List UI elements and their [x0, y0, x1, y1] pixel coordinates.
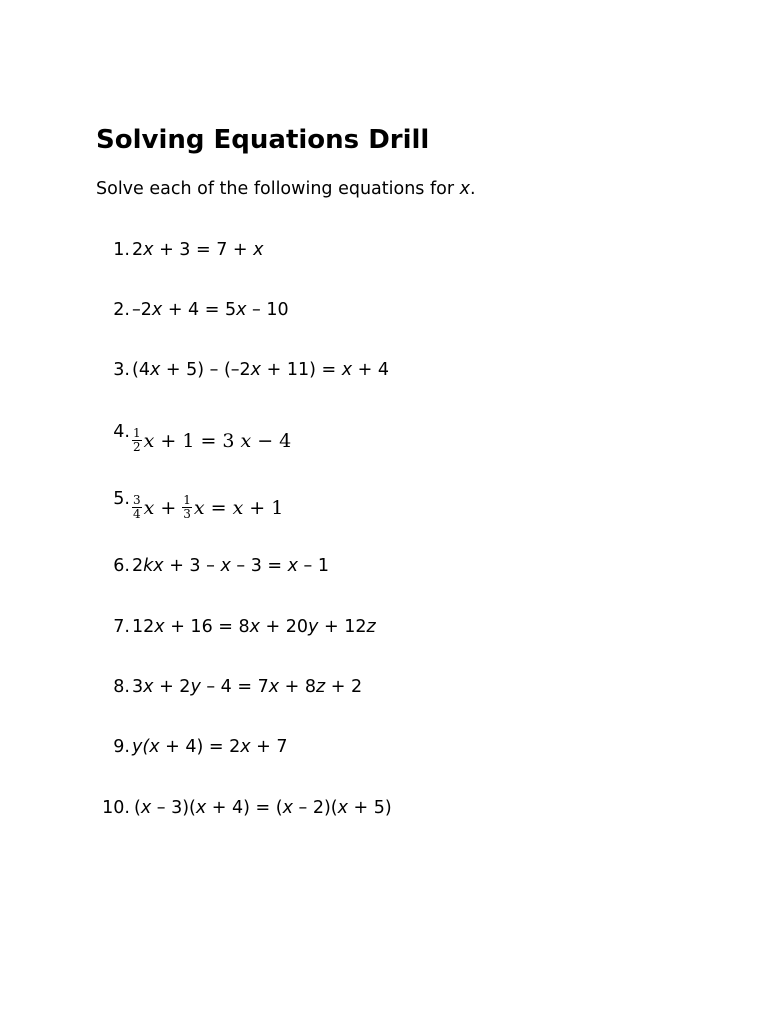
problem-equation [132, 355, 389, 385]
equation-variable: x [232, 496, 244, 519]
equation-term: – 3 = [230, 556, 288, 576]
equation-term: + 4 = 5 [162, 300, 237, 320]
equation-variable: x [154, 617, 165, 637]
instructions-variable: x [459, 179, 470, 199]
equation-variable: y [308, 617, 319, 637]
equation-variable: x [195, 798, 207, 818]
equation-term: (4 [132, 360, 150, 380]
equation-variable: x [337, 798, 348, 818]
equation-operator: + [160, 496, 177, 519]
equation-term: 12 [132, 617, 155, 637]
equation-term: + 4) = ( [206, 798, 283, 818]
fraction-denominator: 2 [133, 440, 141, 454]
equation-variable: x [282, 798, 293, 818]
problem-item [96, 612, 656, 642]
typeset-equation [132, 488, 283, 528]
equation-term: 2 [132, 556, 144, 576]
fraction [132, 427, 142, 454]
equation-term: + 16 = 8 [164, 617, 250, 637]
equation-variable: x [143, 429, 155, 452]
equation-term: + 7 [250, 737, 288, 757]
equation-variable: x [143, 496, 155, 519]
equation-variable: x [193, 496, 205, 519]
equation-term: + 20 [259, 617, 309, 637]
equation-term: − 4 [257, 429, 292, 452]
equation-variable: x [341, 360, 353, 380]
fraction-denominator: 3 [183, 507, 191, 521]
problem-item [96, 793, 656, 823]
problem-equation [132, 612, 376, 642]
equation-term: + 2 [153, 677, 191, 697]
equation-term: + 1 [249, 496, 284, 519]
equation-term: + 8 [279, 677, 317, 697]
equation-variable: y [190, 677, 201, 697]
equation-variable: x [143, 240, 154, 260]
problem-item [96, 417, 656, 454]
equation-variable: x [236, 300, 247, 320]
equation-term: –2 [132, 300, 152, 320]
fraction-numerator: 1 [183, 493, 191, 507]
problem-equation [134, 793, 392, 823]
problem-equation [132, 295, 289, 325]
equation-variable: x [250, 360, 262, 380]
equation-variable: x [143, 677, 154, 697]
equation-term: – 2)( [292, 798, 338, 818]
instructions-text: Solve each of the following equations for [96, 179, 460, 199]
problem-item [96, 295, 656, 325]
equation-term: = [210, 496, 227, 519]
problem-equation [132, 235, 264, 265]
equation-variable: z [366, 617, 376, 637]
instructions [96, 177, 476, 201]
equation-variable: x [240, 429, 252, 452]
fraction [182, 494, 192, 521]
problem-number: 1. [113, 240, 130, 260]
equation-variable: x [240, 737, 251, 757]
equation-variable: y( [132, 737, 150, 757]
problem-equation [132, 672, 362, 702]
equation-term: + 3 = 7 + [153, 240, 254, 260]
equation-variable: z [316, 677, 326, 697]
problem-item [96, 672, 656, 702]
problem-equation [132, 484, 283, 528]
problem-number: 4. [113, 422, 130, 442]
equation-term: – 3)( [151, 798, 196, 818]
equation-variable: x [268, 677, 280, 697]
typeset-equation [132, 421, 291, 461]
fraction-denominator: 4 [133, 507, 141, 521]
problem-number: 10. [102, 798, 130, 818]
equation-variable: x [287, 556, 298, 576]
problem-number: 3. [113, 360, 130, 380]
equation-term: + 12 [318, 617, 367, 637]
equation-term: – 1 [297, 556, 329, 576]
equation-term: ( [134, 798, 141, 818]
problem-item [96, 355, 656, 385]
equation-variable: x [140, 798, 152, 818]
equation-term: + 5) [347, 798, 392, 818]
equation-term: 3 [132, 677, 144, 697]
problem-number: 8. [113, 677, 130, 697]
equation-term: + 1 = 3 [160, 429, 235, 452]
equation-term: + 3 – [163, 556, 221, 576]
problem-item [96, 732, 656, 762]
equation-term: + 4) = 2 [159, 737, 241, 757]
fraction-numerator: 3 [133, 493, 141, 507]
problem-equation [132, 417, 291, 461]
equation-term: + 11) = [261, 360, 342, 380]
problem-number: 7. [113, 617, 130, 637]
problem-number: 5. [113, 489, 130, 509]
instructions-end: . [469, 179, 476, 199]
fraction [132, 494, 142, 521]
equation-term: – 10 [246, 300, 289, 320]
equation-variable: x [220, 556, 231, 576]
problem-number: 9. [113, 737, 130, 757]
problem-equation [132, 551, 329, 581]
equation-variable: x [149, 737, 160, 757]
problem-number: 2. [113, 300, 130, 320]
equation-term: + 2 [325, 677, 363, 697]
problem-item [96, 484, 656, 521]
problem-number: 6. [113, 556, 130, 576]
equation-term: – 4 = 7 [200, 677, 269, 697]
equation-variable: kx [143, 556, 164, 576]
problem-item [96, 235, 656, 265]
equation-variable: x [149, 360, 161, 380]
equation-term: 2 [132, 240, 144, 260]
equation-variable: x [253, 240, 264, 260]
equation-variable: x [151, 300, 163, 320]
page-title: Solving Equations Drill [96, 125, 430, 155]
equation-term: + 5) – (–2 [160, 360, 251, 380]
problem-item [96, 551, 656, 581]
equation-variable: x [249, 617, 260, 637]
equation-term: + 4 [352, 360, 390, 380]
problem-equation [132, 732, 288, 762]
fraction-numerator: 1 [133, 426, 141, 440]
